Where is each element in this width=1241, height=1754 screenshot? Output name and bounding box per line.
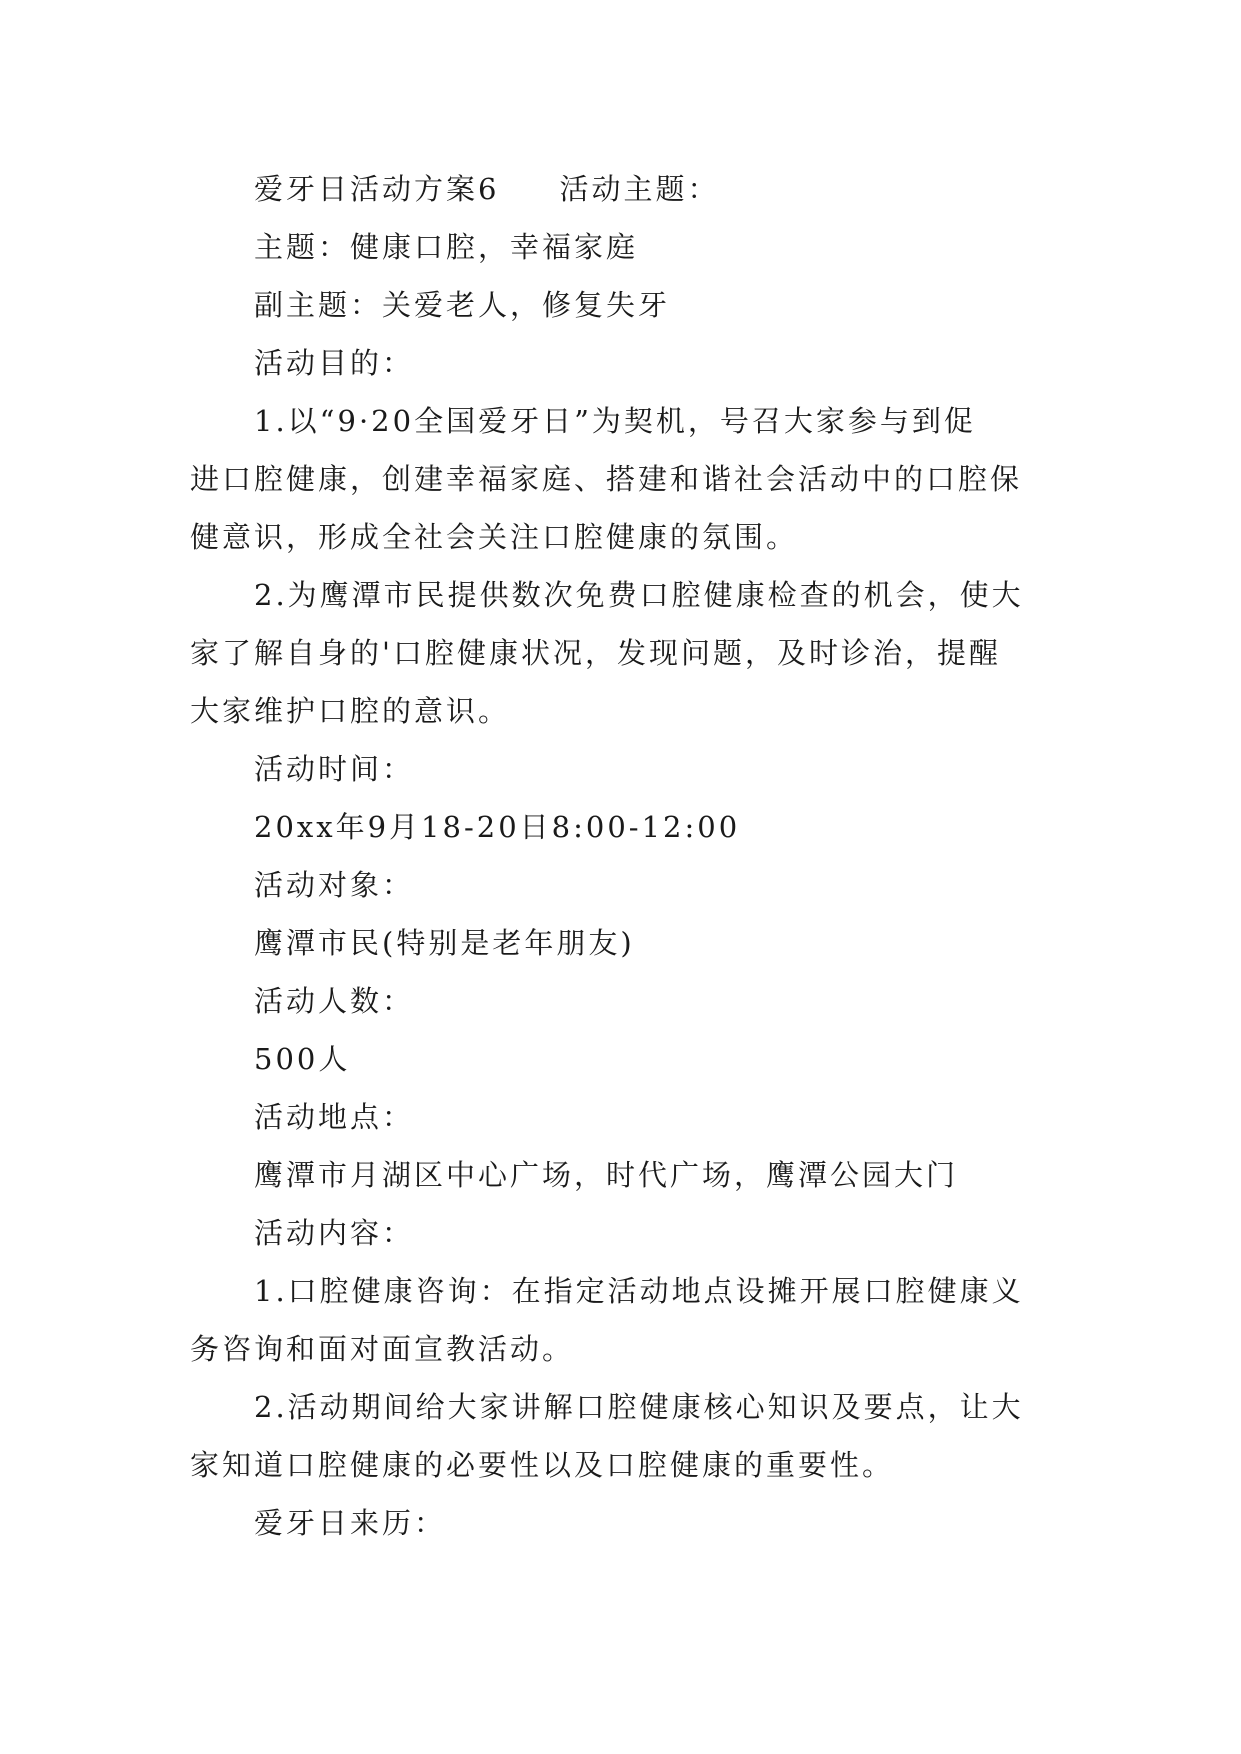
purpose-item-1-line-3: 健意识，形成全社会关注口腔健康的氛围。 — [190, 520, 799, 554]
purpose-item-1 — [190, 392, 1050, 566]
origin-heading: 爱牙日来历： — [254, 1506, 447, 1540]
document-title: 爱牙日活动方案6 — [254, 172, 500, 206]
content-item-2 — [190, 1378, 1050, 1494]
purpose-item-1-line-1: 1.以“9·20全国爱牙日”为契机，号召大家参与到促 — [254, 404, 976, 438]
document-body — [190, 160, 1050, 1552]
purpose-heading: 活动目的： — [254, 346, 415, 380]
count-value: 500人 — [254, 1042, 351, 1076]
purpose-item-2-line-1: 2.为鹰潭市民提供数次免费口腔健康检查的机会，使大 — [254, 578, 1024, 612]
theme-paragraph: 主题：健康口腔，幸福家庭 — [254, 230, 639, 264]
title-line — [190, 160, 1050, 218]
count-heading: 活动人数： — [254, 984, 415, 1018]
content-item-2-line-2: 家知道口腔健康的必要性以及口腔健康的重要性。 — [190, 1448, 895, 1482]
content-item-1-line-2: 务咨询和面对面宣教活动。 — [190, 1332, 575, 1366]
content-heading: 活动内容： — [254, 1216, 415, 1250]
time-value: 20xx年9月18-20日8:00-12:00 — [254, 810, 741, 844]
purpose-item-2-line-2: 家了解自身的'口腔健康状况，发现问题，及时诊治，提醒 — [190, 636, 1001, 670]
theme-heading: 活动主题： — [559, 172, 720, 206]
subtheme-paragraph: 副主题：关爱老人，修复失牙 — [254, 288, 671, 322]
content-item-1 — [190, 1262, 1050, 1378]
location-value: 鹰潭市月湖区中心广场，时代广场，鹰潭公园大门 — [254, 1158, 959, 1192]
target-value: 鹰潭市民(特别是老年朋友) — [254, 926, 635, 960]
purpose-item-1-line-2: 进口腔健康，创建幸福家庭、搭建和谐社会活动中的口腔保 — [190, 462, 1023, 496]
location-heading: 活动地点： — [254, 1100, 415, 1134]
content-item-1-line-1: 1.口腔健康咨询：在指定活动地点设摊开展口腔健康义 — [254, 1274, 1024, 1308]
content-item-2-line-1: 2.活动期间给大家讲解口腔健康核心知识及要点，让大 — [254, 1390, 1024, 1424]
time-heading: 活动时间： — [254, 752, 415, 786]
target-heading: 活动对象： — [254, 868, 415, 902]
purpose-item-2-line-3: 大家维护口腔的意识。 — [190, 694, 511, 728]
purpose-item-2 — [190, 566, 1050, 740]
